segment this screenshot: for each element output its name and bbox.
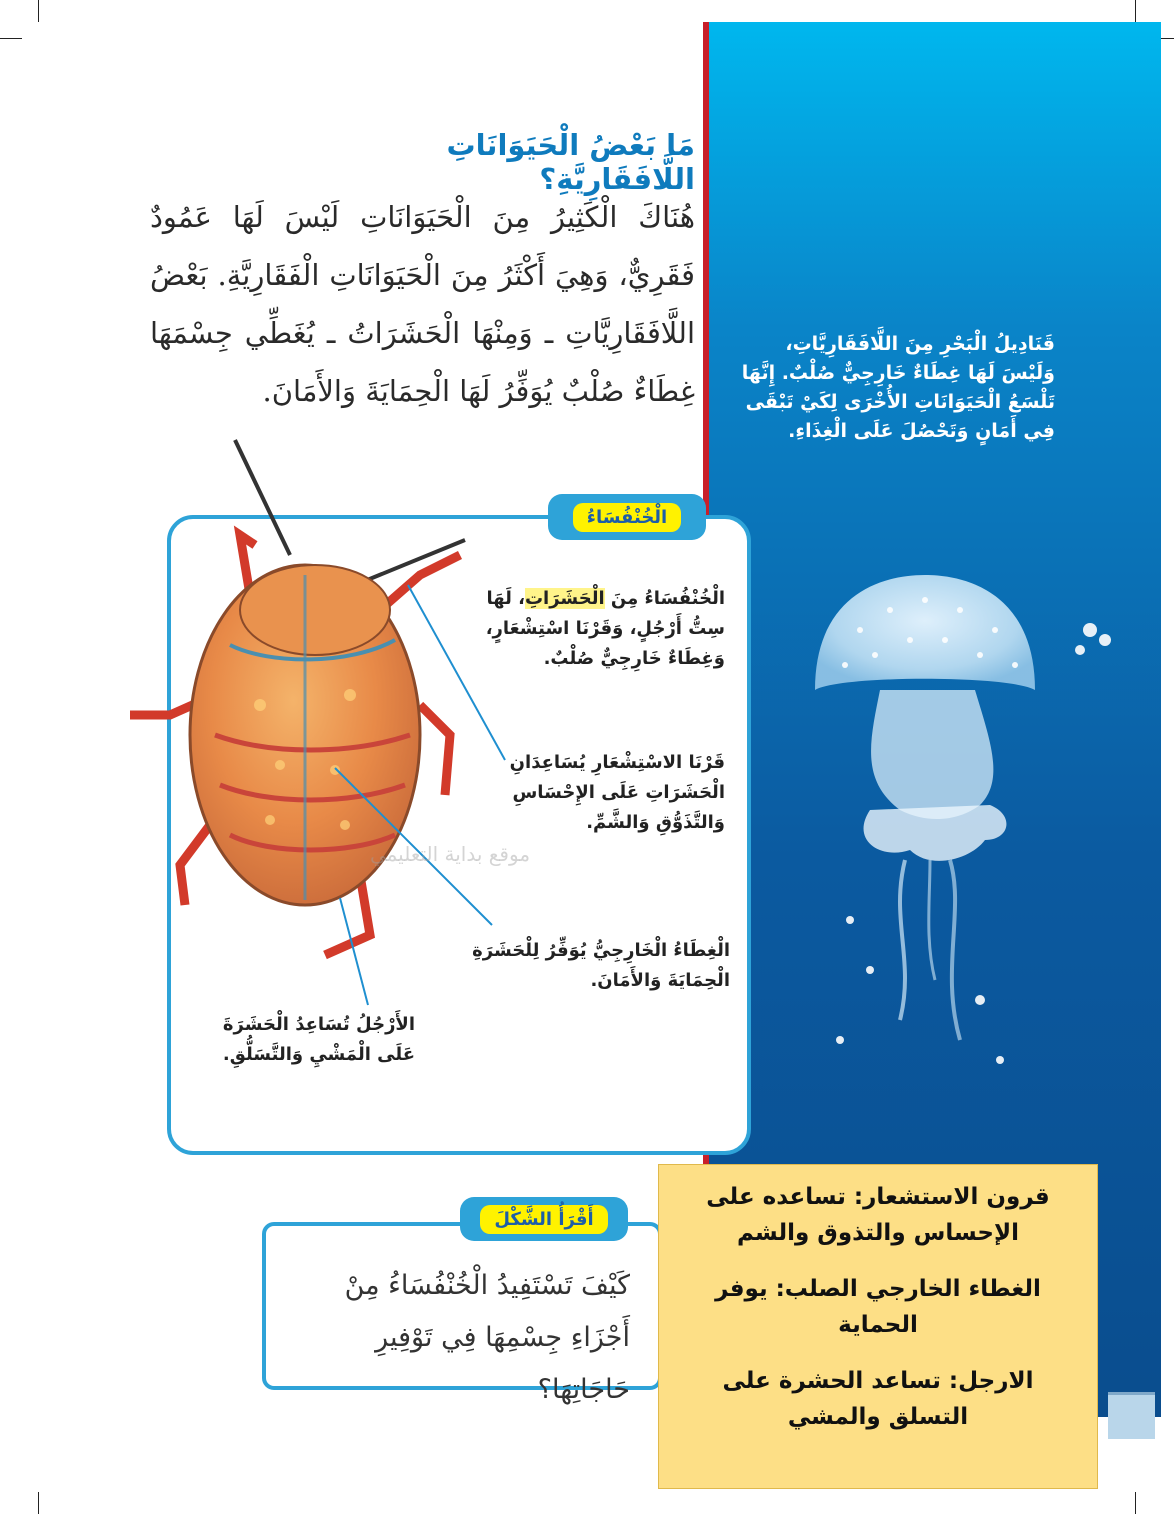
beetle-note-antennae: قَرْنَا الاسْتِشْعَارِ يُسَاعِدَانِ الْحَشَرَاتِ عَلَى الإِحْسَاسِ وَالتَّذَوُّقِ وَالشَّمِّ. (509, 752, 725, 833)
read-shape-question: كَيْفَ تَسْتَفِيدُ الْخُنْفُسَاءُ مِنْ أَجْزَاءِ جِسْمِهَا فِي تَوْفِيرِ حَاجَاتِهَا؟ (344, 1270, 630, 1405)
note1-highlight: الْحَشَرَاتِ (524, 588, 605, 609)
intro-paragraph: هُنَاكَ الْكَثِيرُ مِنَ الْحَيَوَانَاتِ لَيْسَ لَهَا عَمُودٌ فَقَرِيٌّ، وَهِيَ أَكْثَرُ مِنَ الْحَيَوَانَاتِ الْفَقَارِيَّةِ. بَعْضُ اللَّافَقَارِيَّاتِ ـ وَمِنْهَا الْحَشَرَاتُ ـ يُغَطِّي جِسْمَهَا غِطَاءٌ صُلْبٌ يُوَفِّرُ لَهَا الْحِمَايَةَ وَالأَمَانَ. (150, 200, 695, 408)
jellyfish-caption: قَنَادِيلُ الْبَحْرِ مِنَ اللَّافَقَارِيَّاتِ، وَلَيْسَ لَهَا غِطَاءٌ خَارِجِيٌّ صُلْبٌ. إِنَّهَا تَلْسَعُ الْحَيَوَانَاتِ الأُخْرَى لِكَيْ تَبْقَى فِي أَمَانٍ وَتَحْصُلَ عَلَى الْغِذَاءِ. (741, 333, 1055, 442)
beetle-tag-label: الْخُنْفُسَاءُ (573, 503, 681, 532)
page-title: مَا بَعْضُ الْحَيَوَانَاتِ اللَّافَقَارِيَّةِ؟ (446, 128, 695, 196)
answer-antennae: قرون الاستشعار: تساعده على الإحساس والتذوق والشم (706, 1184, 1050, 1246)
answer-legs: الارجل: تساعد الحشرة على التسلق والمشي (722, 1368, 1034, 1430)
beetle-note-shell: الْغِطَاءُ الْخَارِجِيُّ يُوَفِّرُ لِلْحَشَرَةِ الْحِمَايَةَ وَالأَمَانَ. (472, 940, 730, 991)
beetle-note-insects (455, 584, 725, 674)
note1-before: الْخُنْفُسَاءُ مِنَ (604, 588, 725, 609)
answer-box (658, 1164, 1098, 1489)
answer-shell: الغطاء الخارجي الصلب: يوفر الحماية (715, 1276, 1041, 1338)
beetle-note-legs: الأَرْجُلُ تُسَاعِدُ الْحَشَرَةَ عَلَى الْمَشْيِ وَالتَّسَلُّقِ. (222, 1014, 415, 1065)
read-shape-tag-label: أَقْرَأُ الشَّكْلَ (480, 1205, 607, 1234)
note1-after: ، لَهَا سِتُّ أَرْجُلٍ، وَقَرْنَا اسْتِشْعَارٍ، وَغِطَاءٌ خَارِجِيٌّ صُلْبٌ. (485, 588, 725, 669)
read-shape-tag (460, 1197, 628, 1241)
watermark: موقع بداية التعليمي (369, 842, 531, 866)
